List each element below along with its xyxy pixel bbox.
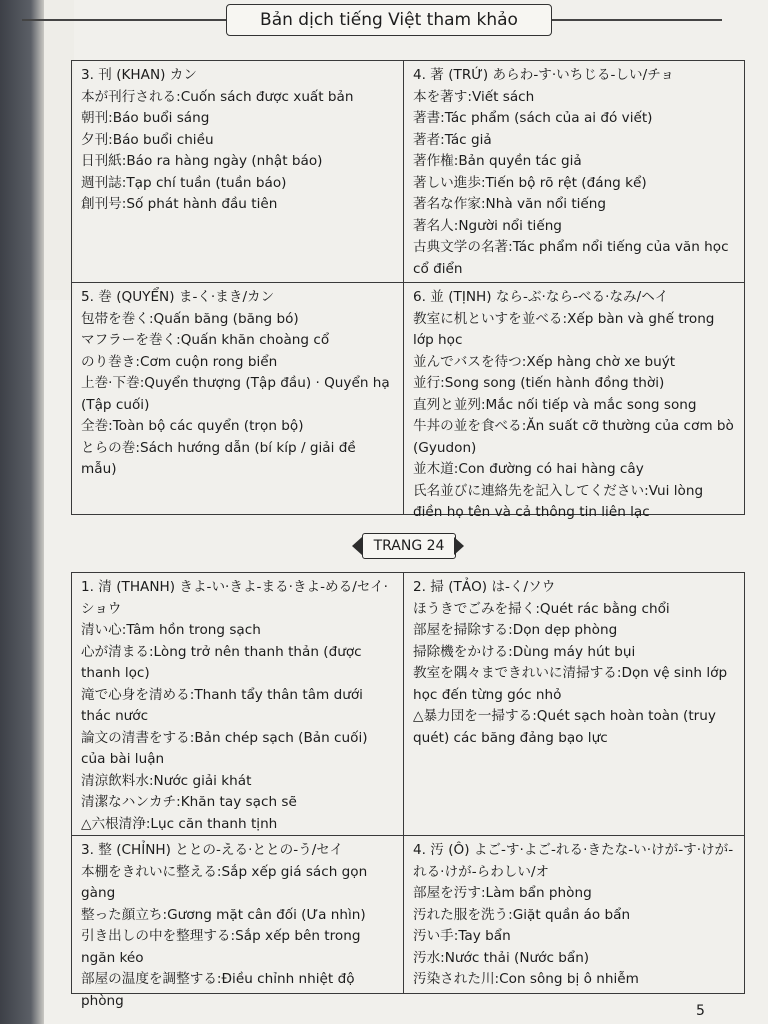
vocab-line: 汚れた服を洗う:Giặt quần áo bẩn <box>413 906 631 923</box>
vocab-line: 夕刊:Báo buổi chiều <box>81 131 214 148</box>
vocab-line: 清い心:Tâm hồn trong sạch <box>81 622 261 638</box>
vocab-table-bottom <box>71 572 745 1009</box>
vocab-line: 整った顔立ち:Gương mặt cân đối (Ưa nhìn) <box>81 906 366 923</box>
vocab-line: マフラーを巻く:Quấn khăn choàng cổ <box>81 332 330 348</box>
kanji-heading: 1. 清 (THANH) きよ-い·きよ-まる·きよ-める/セイ·ショウ <box>81 579 388 617</box>
vocab-line: 論文の清書をする:Bản chép sạch (Bản cuối) của bài luận <box>81 729 368 767</box>
arrow-right-icon <box>454 537 464 555</box>
vocab-line: 上巻·下巻:Quyển thượng (Tập đầu) · Quyển hạ (Tập cuối) <box>81 375 390 413</box>
page-number: 5 <box>696 1003 705 1019</box>
vocab-line: 清潔なハンカチ:Khăn tay sạch sẽ <box>81 794 297 810</box>
vocab-line: 教室に机といすを並べる:Xếp bàn và ghế trong lớp học <box>413 310 715 348</box>
vocab-line: 牛丼の並を食べる:Ăn suất cỡ thường của cơm bò (Gyudon) <box>413 418 734 456</box>
vocab-line: 部屋を汚す:Làm bẩn phòng <box>413 885 592 901</box>
kanji-cell-tao <box>404 573 744 835</box>
vocab-line: 著名な作家:Nhà văn nổi tiếng <box>413 196 607 212</box>
kanji-heading: 4. 汚 (Ô) よご-す·よご-れる·きたな-い·けが-す·けが-れる·けが-らわしい/オ <box>413 842 734 880</box>
kanji-heading: 3. 整 (CHỈNH) ととの-える·ととの-う/セイ <box>81 842 344 858</box>
vocab-line: 本を著す:Viết sách <box>413 88 535 105</box>
section-label-text: TRANG 24 <box>362 533 456 559</box>
vocab-line: 汚染された川:Con sông bị ô nhiễm <box>413 971 639 987</box>
vocab-line: 本が刊行される:Cuốn sách được xuất bản <box>81 88 354 105</box>
section-label <box>350 533 466 559</box>
kanji-cell-o <box>404 836 744 993</box>
vocab-line: 並んでバスを待つ:Xếp hàng chờ xe buýt <box>413 353 676 370</box>
kanji-cell-khan <box>72 61 403 282</box>
kanji-cell-quyen <box>72 283 403 514</box>
page-header-title: Bản dịch tiếng Việt tham khảo <box>226 4 552 36</box>
vocab-line: 著書:Tác phẩm (sách của ai đó viết) <box>413 110 653 126</box>
kanji-heading: 4. 著 (TRỨ) あらわ-す·いちじる-しい/チョ <box>413 67 674 83</box>
vocab-line: 直列と並列:Mắc nối tiếp và mắc song song <box>413 396 697 413</box>
vocab-line: 本棚をきれいに整える:Sắp xếp giá sách gọn gàng <box>81 863 368 901</box>
vocab-line: 教室を隅々まできれいに清掃する:Dọn vệ sinh lớp học đến từng góc nhỏ <box>413 665 728 703</box>
vocab-line: 滝で心身を清める:Thanh tẩy thân tâm dưới thác nước <box>81 686 363 724</box>
vocab-line: 氏名並びに連絡先を記入してください:Vui lòng điền họ tên và cả thông tin liên lạc <box>413 482 704 520</box>
vocab-line: 著しい進歩:Tiến bộ rõ rệt (đáng kể) <box>413 174 647 191</box>
vocab-line: 古典文学の名著:Tác phẩm nổi tiếng của văn học cổ điển <box>413 239 729 277</box>
vocab-line: 包帯を巻く:Quấn băng (băng bó) <box>81 310 299 327</box>
kanji-cell-thanh <box>72 573 403 835</box>
vocab-line: 清涼飲料水:Nước giải khát <box>81 772 252 789</box>
vocab-line: のり巻き:Cơm cuộn rong biển <box>81 353 278 370</box>
vocab-line: △暴力団を一掃する:Quét sạch hoàn toàn (truy quét) các băng đảng bạo lực <box>413 708 716 746</box>
facing-page-edge <box>44 0 74 300</box>
kanji-heading: 6. 並 (TỊNH) なら-ぶ·なら-べる·なみ/ヘイ <box>413 289 669 305</box>
vocab-line: 並木道:Con đường có hai hàng cây <box>413 461 644 477</box>
vocab-line: 部屋を掃除する:Dọn dẹp phòng <box>413 622 618 638</box>
kanji-cell-chinh <box>72 836 403 1009</box>
book-spine-shadow <box>0 0 44 1024</box>
vocab-line: 全巻:Toàn bộ các quyển (trọn bộ) <box>81 418 304 434</box>
vocab-table-top <box>71 60 745 520</box>
vocab-line: 引き出しの中を整理する:Sắp xếp bên trong ngăn kéo <box>81 928 361 966</box>
vocab-line: ほうきでごみを掃く:Quét rác bằng chổi <box>413 600 670 617</box>
kanji-cell-tinh <box>404 283 744 520</box>
arrow-left-icon <box>352 537 362 555</box>
vocab-line: 朝刊:Báo buổi sáng <box>81 110 210 126</box>
vocab-line: 掃除機をかける:Dùng máy hút bụi <box>413 643 636 660</box>
vocab-line: 創刊号:Số phát hành đầu tiên <box>81 196 278 212</box>
vocab-line: 汚水:Nước thải (Nước bẩn) <box>413 949 590 966</box>
kanji-cell-tru <box>404 61 744 282</box>
vocab-line: 著者:Tác giả <box>413 131 492 148</box>
kanji-heading: 2. 掃 (TẢO) は-く/ソウ <box>413 579 556 595</box>
kanji-heading: 5. 巻 (QUYỂN) ま-く·まき/カン <box>81 289 275 305</box>
kanji-heading: 3. 刊 (KHAN) カン <box>81 67 197 83</box>
vocab-line: 週刊誌:Tạp chí tuần (tuần báo) <box>81 174 287 191</box>
vocab-line: △六根清浄:Lục căn thanh tịnh <box>81 815 278 832</box>
vocab-line: 著名人:Người nổi tiếng <box>413 217 562 234</box>
vocab-line: 著作権:Bản quyền tác giả <box>413 153 582 169</box>
vocab-line: とらの巻:Sách hướng dẫn (bí kíp / giải đề mẫu) <box>81 439 356 477</box>
vocab-line: 日刊紙:Báo ra hàng ngày (nhật báo) <box>81 153 323 169</box>
vocab-line: 心が清まる:Lòng trở nên thanh thản (được thanh lọc) <box>81 643 362 681</box>
vocab-line: 部屋の温度を調整する:Điều chỉnh nhiệt độ phòng <box>81 971 355 1009</box>
vocab-line: 汚い手:Tay bẩn <box>413 928 511 944</box>
vocab-line: 並行:Song song (tiến hành đồng thời) <box>413 375 665 391</box>
